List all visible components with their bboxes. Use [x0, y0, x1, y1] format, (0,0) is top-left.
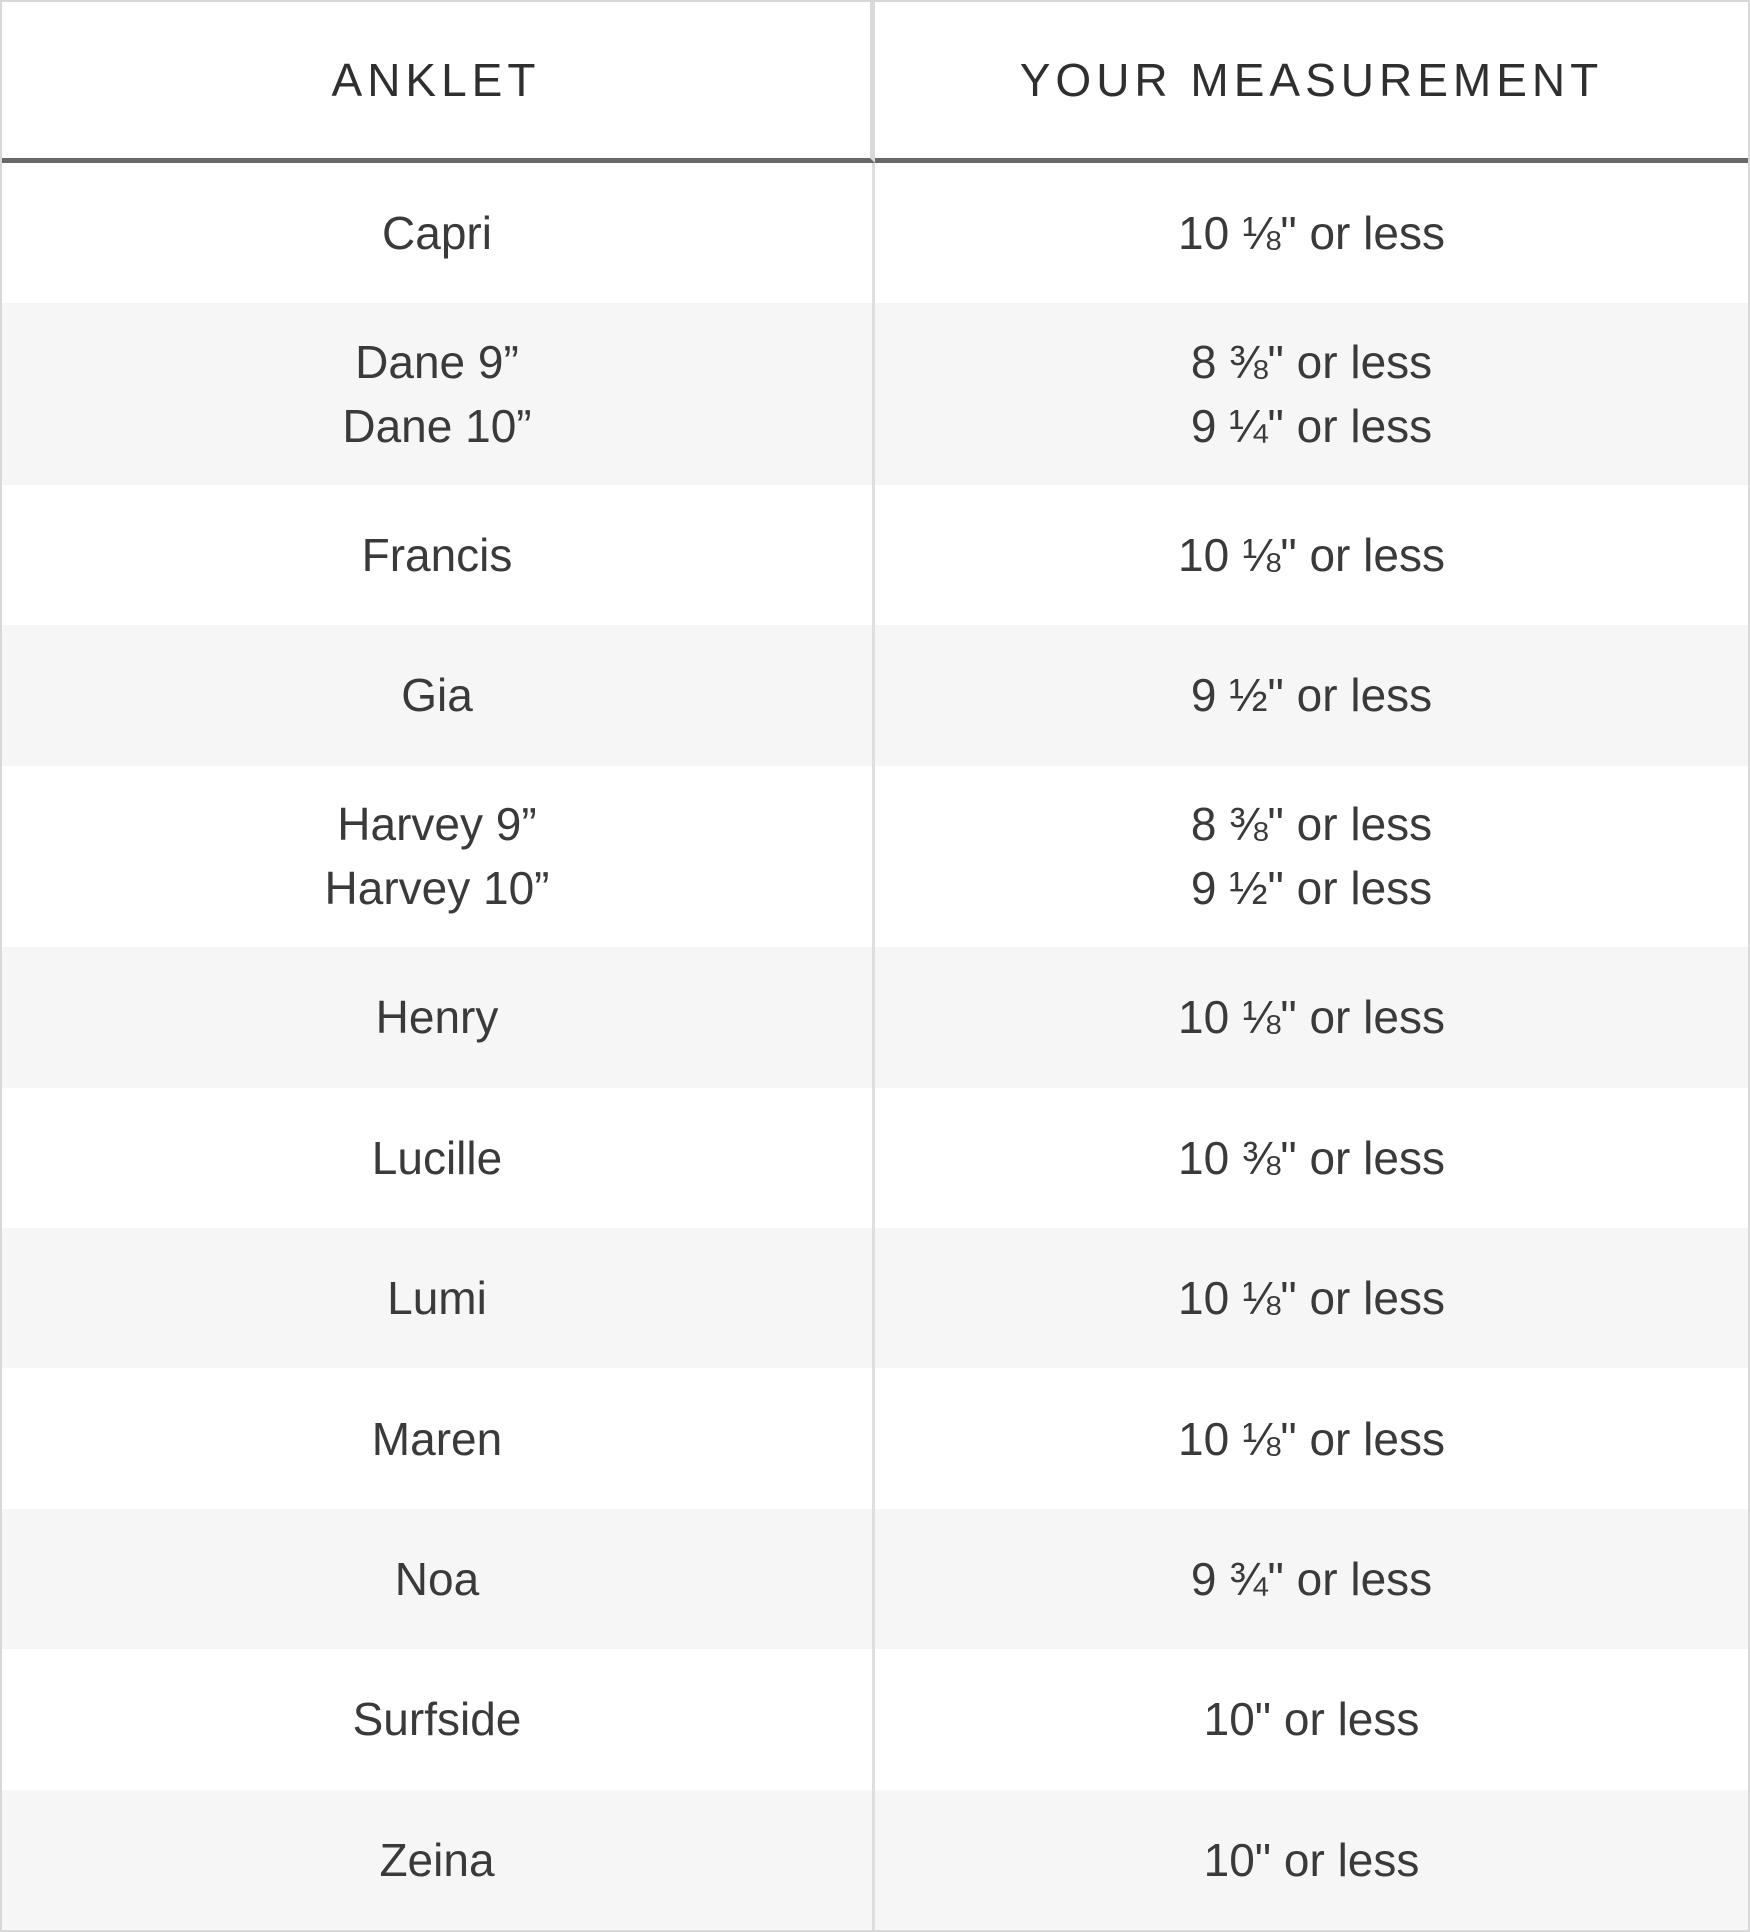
- measurement-value: 9 ½" or less: [1190, 669, 1433, 722]
- anklet-name: Noa: [394, 1552, 480, 1605]
- anklet-cell: [2, 1228, 875, 1368]
- table-row: [2, 1228, 1748, 1368]
- anklet-name: Zeina: [379, 1833, 495, 1886]
- anklet-name: Gia: [401, 669, 473, 722]
- measurement-cell: [875, 947, 1748, 1087]
- table-header: [2, 2, 1748, 163]
- anklet-name: Harvey 10”: [324, 862, 550, 915]
- anklet-name: Lucille: [371, 1131, 503, 1184]
- measurement-value: 10 ⅛" or less: [1178, 1412, 1445, 1465]
- measurement-value: 8 ⅜" or less: [1190, 798, 1433, 851]
- table-row: [2, 1509, 1748, 1649]
- anklet-name: Maren: [371, 1412, 503, 1465]
- anklet-name: Capri: [382, 207, 492, 260]
- anklet-cell: [2, 1088, 875, 1228]
- measurement-cell: [875, 1509, 1748, 1649]
- measurement-cell: [875, 625, 1748, 765]
- column-header-anklet: ANKLET: [2, 2, 875, 163]
- anklet-name: Henry: [375, 991, 499, 1044]
- measurement-cell: [875, 163, 1748, 303]
- measurement-value: 10 ⅛" or less: [1178, 991, 1445, 1044]
- anklet-name: Dane 10”: [342, 400, 532, 453]
- measurement-cell: [875, 1228, 1748, 1368]
- measurement-value: 10 ⅛" or less: [1178, 207, 1445, 260]
- table-row: [2, 1368, 1748, 1508]
- measurement-value: 9 ¾" or less: [1190, 1552, 1433, 1605]
- anklet-name: Dane 9”: [355, 336, 519, 389]
- column-header-measurement: YOUR MEASUREMENT: [875, 2, 1748, 163]
- measurement-value: 10" or less: [1203, 1833, 1420, 1886]
- table-row: [2, 163, 1748, 303]
- anklet-name: Harvey 9”: [337, 798, 537, 851]
- measurement-value: 9 ½" or less: [1190, 862, 1433, 915]
- table-body: [2, 163, 1748, 1930]
- anklet-name: Lumi: [387, 1272, 487, 1325]
- anklet-cell: [2, 303, 875, 485]
- measurement-value: 10 ⅜" or less: [1178, 1131, 1445, 1184]
- measurement-value: 8 ⅜" or less: [1190, 336, 1433, 389]
- table-row: [2, 1790, 1748, 1930]
- table-row: [2, 1649, 1748, 1789]
- table-row: [2, 1088, 1748, 1228]
- anklet-cell: [2, 1368, 875, 1508]
- measurement-cell: [875, 766, 1748, 948]
- anklet-name: Surfside: [352, 1693, 522, 1746]
- measurement-cell: [875, 1368, 1748, 1508]
- table-row: [2, 947, 1748, 1087]
- measurement-cell: [875, 485, 1748, 625]
- table-row: [2, 625, 1748, 765]
- anklet-name: Francis: [361, 529, 513, 582]
- anklet-cell: [2, 1509, 875, 1649]
- measurement-value: 9 ¼" or less: [1190, 400, 1433, 453]
- table-row: [2, 766, 1748, 948]
- measurement-value: 10" or less: [1203, 1693, 1420, 1746]
- measurement-value: 10 ⅛" or less: [1178, 529, 1445, 582]
- measurement-cell: [875, 1790, 1748, 1930]
- measurement-cell: [875, 303, 1748, 485]
- measurement-cell: [875, 1088, 1748, 1228]
- measurement-value: 10 ⅛" or less: [1178, 1272, 1445, 1325]
- header-row: [2, 2, 1748, 163]
- anklet-cell: [2, 485, 875, 625]
- anklet-cell: [2, 625, 875, 765]
- table-row: [2, 303, 1748, 485]
- anklet-cell: [2, 947, 875, 1087]
- anklet-cell: [2, 766, 875, 948]
- table-row: [2, 485, 1748, 625]
- measurement-cell: [875, 1649, 1748, 1789]
- anklet-cell: [2, 1790, 875, 1930]
- anklet-cell: [2, 163, 875, 303]
- anklet-cell: [2, 1649, 875, 1789]
